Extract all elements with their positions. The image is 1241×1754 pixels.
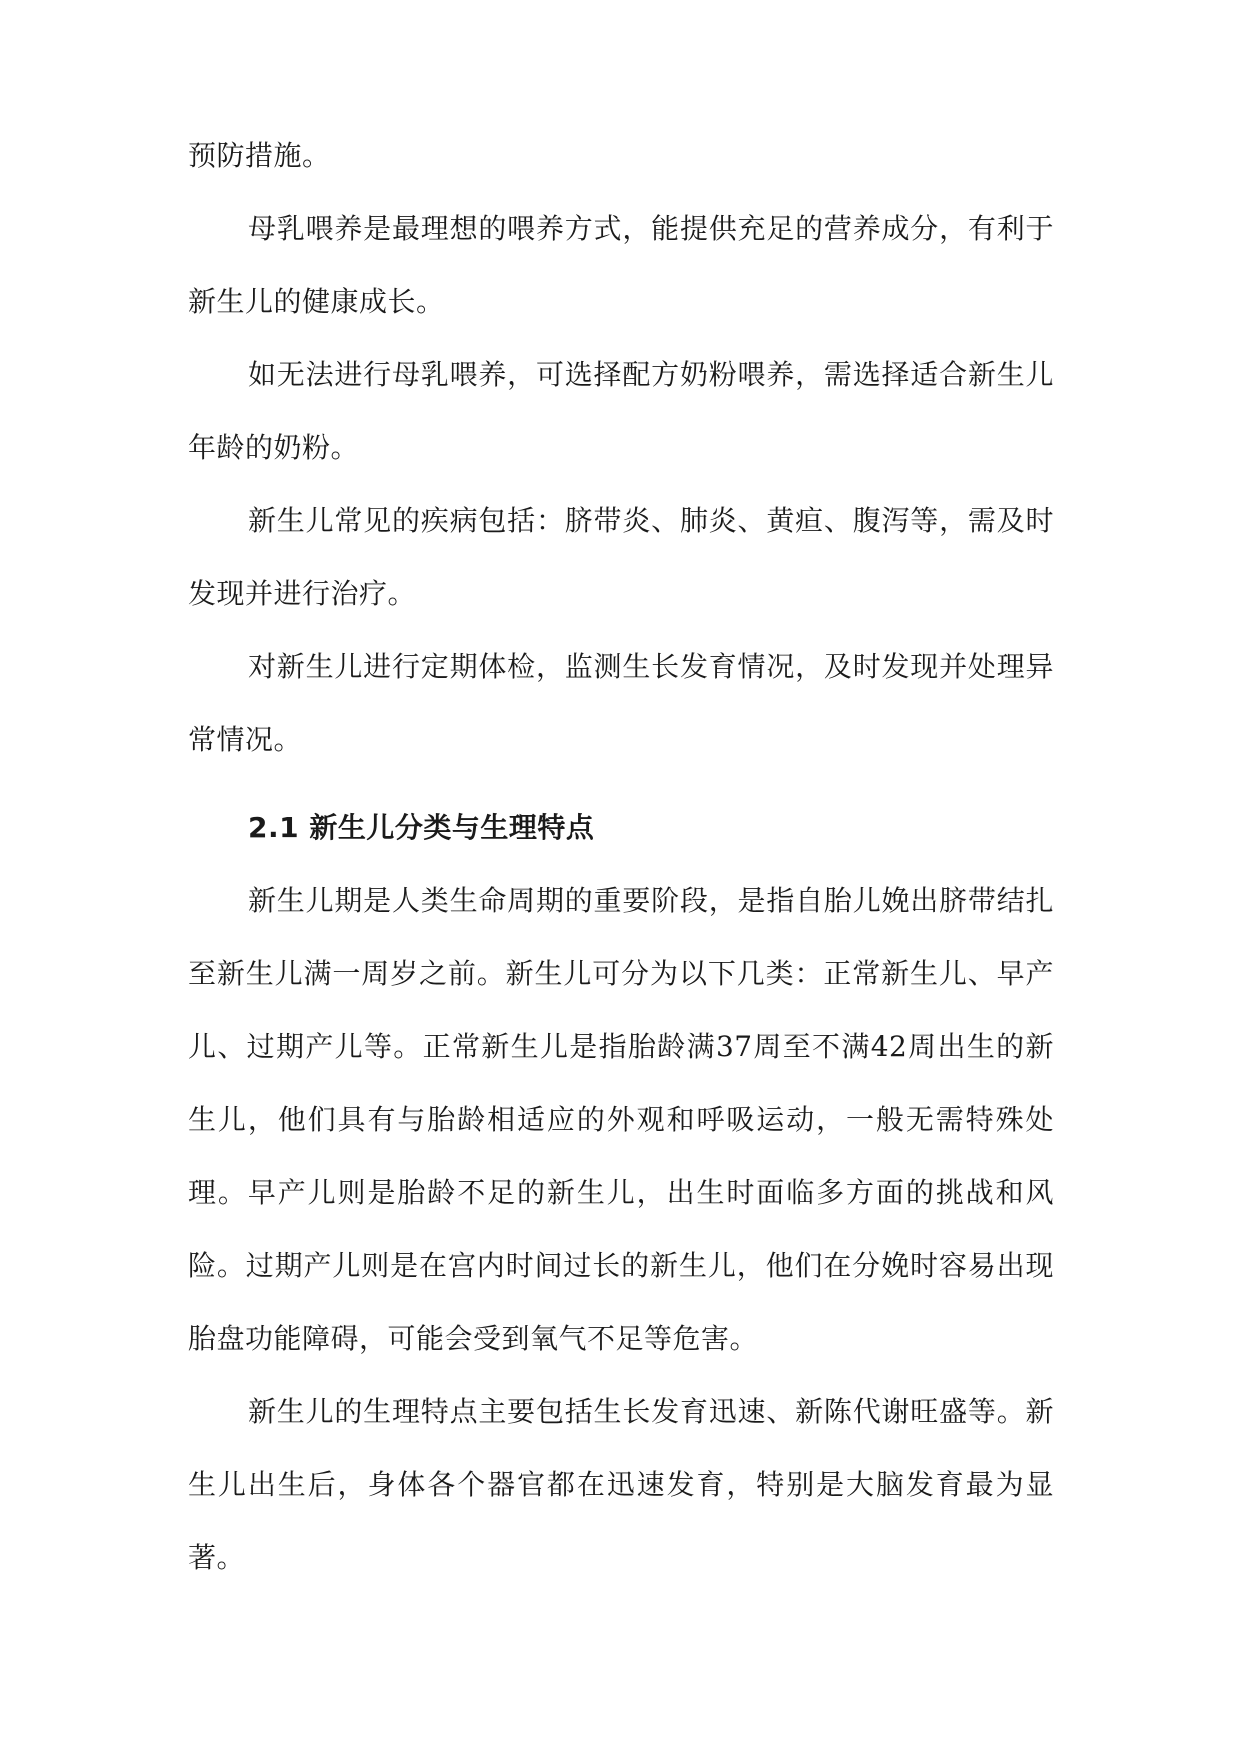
paragraph-common-diseases: 新生儿常见的疾病包括：脐带炎、肺炎、黄疸、腹泻等，需及时发现并进行治疗。: [188, 504, 1054, 610]
paragraph-physiological-traits: 新生儿的生理特点主要包括生长发育迅速、新陈代谢旺盛等。新生儿出生后，身体各个器官都在迅速发育，特别是大脑发育最为显著。: [188, 1395, 1054, 1574]
paragraph-breastfeeding: 母乳喂养是最理想的喂养方式，能提供充足的营养成分，有利于新生儿的健康成长。: [188, 212, 1054, 318]
paragraph-formula-feeding: 如无法进行母乳喂养，可选择配方奶粉喂养，需选择适合新生儿年龄的奶粉。: [188, 358, 1054, 464]
paragraph-regular-checkups: 对新生儿进行定期体检，监测生长发育情况，及时发现并处理异常情况。: [188, 650, 1054, 756]
section-heading: 2.1 新生儿分类与生理特点: [248, 811, 595, 844]
paragraph-prevention-end: 预防措施。: [188, 139, 331, 172]
paragraph-newborn-classification: 新生儿期是人类生命周期的重要阶段，是指自胎儿娩出脐带结扎至新生儿满一周岁之前。新生儿可分为以下几类：正常新生儿、早产儿、过期产儿等。正常新生儿是指胎龄满37周至不满42周出生的新生儿，他们具有与胎龄相适应的外观和呼吸运动，一般无需特殊处理。早产儿则是胎龄不足的新生儿，出生时面临多方面的挑战和风险。过期产儿则是在宫内时间过长的新生儿，他们在分娩时容易出现胎盘功能障碍，可能会受到氧气不足等危害。: [188, 884, 1054, 1355]
